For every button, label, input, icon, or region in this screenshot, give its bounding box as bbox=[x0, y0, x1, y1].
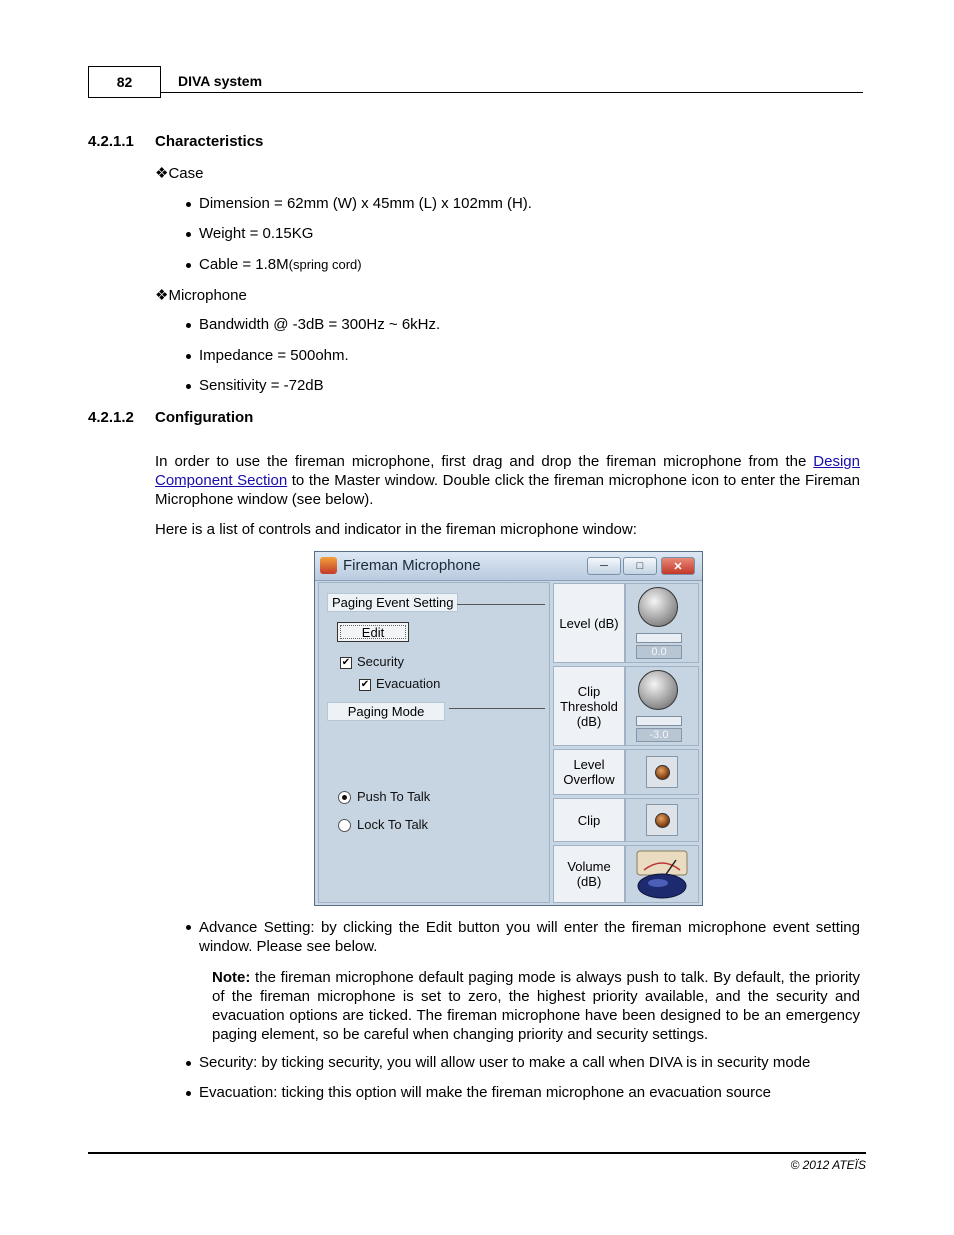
maximize-button[interactable]: □ bbox=[623, 557, 657, 575]
level-overflow-indicator bbox=[625, 749, 699, 795]
group-divider bbox=[457, 604, 545, 605]
cable-text: Cable = 1.8M bbox=[199, 256, 289, 273]
clip-threshold-control bbox=[625, 666, 699, 746]
led-frame bbox=[646, 804, 678, 836]
fireman-microphone-window bbox=[314, 551, 703, 906]
note-paragraph bbox=[212, 968, 860, 1044]
led-icon bbox=[655, 813, 670, 828]
label-line: Threshold bbox=[560, 698, 618, 714]
level-slider[interactable] bbox=[636, 633, 682, 643]
volume-label: Volume (dB) bbox=[553, 845, 625, 903]
list-item: Bandwidth @ -3dB = 300Hz ~ 6kHz. bbox=[199, 316, 441, 333]
list-item: Weight = 0.15KG bbox=[199, 225, 314, 242]
controls-intro: Here is a list of controls and indicator in the fireman microphone window: bbox=[155, 521, 637, 538]
list-item bbox=[199, 256, 362, 273]
bullet-icon bbox=[186, 1091, 191, 1096]
level-control bbox=[625, 583, 699, 663]
cable-suffix: (spring cord) bbox=[288, 257, 362, 272]
security-item: Security: by ticking security, you will allow user to make a call when DIVA is in security mode bbox=[199, 1054, 811, 1071]
header-title: DIVA system bbox=[178, 73, 263, 89]
clip-threshold-label bbox=[553, 666, 625, 746]
bullet-icon bbox=[186, 354, 191, 359]
advance-setting-item: Advance Setting: by clicking the Edit button you will enter the fireman microphone event setting window. Please see below. bbox=[199, 919, 860, 955]
group-divider bbox=[449, 708, 545, 709]
minimize-button[interactable]: ─ bbox=[587, 557, 621, 575]
section-number: 4.2.1.1 bbox=[88, 133, 134, 150]
microphone-heading: ❖Microphone bbox=[155, 287, 247, 304]
level-overflow-text bbox=[563, 757, 614, 787]
close-button[interactable]: ✕ bbox=[661, 557, 695, 575]
vu-meter-icon bbox=[636, 850, 688, 900]
app-icon bbox=[320, 557, 337, 574]
component-section-link[interactable]: Component Section bbox=[155, 472, 288, 489]
clip-threshold-text bbox=[560, 684, 618, 729]
level-knob[interactable] bbox=[638, 587, 678, 627]
push-to-talk-label: Push To Talk bbox=[357, 789, 431, 804]
label-line: Overflow bbox=[563, 772, 615, 787]
evacuation-checkbox[interactable]: ✔ bbox=[360, 679, 370, 690]
clip-indicator bbox=[625, 798, 699, 842]
clip-label: Clip bbox=[553, 798, 625, 842]
note-text: the fireman microphone default paging mode is always push to talk. By default, the priority of the fireman microphone is set to zero, the highest priority available, and the security and evacuation options are ticked. The fireman microphone have been designed to be an emergency paging element, so be careful when changing priority and security settings. bbox=[212, 969, 860, 1043]
led-icon bbox=[655, 765, 670, 780]
level-value: 0.0 bbox=[636, 645, 682, 659]
configuration-paragraph bbox=[155, 452, 860, 509]
bullet-icon bbox=[186, 263, 191, 268]
section-title: Characteristics bbox=[155, 133, 264, 150]
label-line: Level bbox=[573, 757, 605, 772]
label-line: Clip bbox=[577, 683, 601, 699]
lock-to-talk-label: Lock To Talk bbox=[357, 817, 429, 832]
footer-rule bbox=[88, 1152, 866, 1154]
section-number: 4.2.1.2 bbox=[88, 409, 134, 426]
header-rule bbox=[161, 92, 863, 93]
edit-button[interactable]: Edit bbox=[337, 622, 409, 642]
window-title: Fireman Microphone bbox=[343, 557, 481, 574]
clip-threshold-slider[interactable] bbox=[636, 716, 682, 726]
note-label: Note: bbox=[212, 969, 251, 986]
push-to-talk-radio[interactable] bbox=[338, 791, 351, 804]
list-item: Sensitivity = -72dB bbox=[199, 377, 324, 394]
page-number: 82 bbox=[88, 66, 161, 98]
paging-mode-label: Paging Mode bbox=[327, 702, 445, 721]
bullet-icon bbox=[186, 202, 191, 207]
volume-meter bbox=[625, 845, 699, 903]
bullet-icon bbox=[186, 323, 191, 328]
level-label: Level (dB) bbox=[553, 583, 625, 663]
security-label: Security bbox=[357, 654, 404, 669]
copyright: © 2012 ATEÏS bbox=[790, 1158, 866, 1172]
bullet-icon bbox=[186, 925, 191, 930]
bullet-icon bbox=[186, 1061, 191, 1066]
paragraph-text: In order to use the fireman microphone, first drag and drop the fireman microphone from the bbox=[155, 453, 814, 470]
section-title: Configuration bbox=[155, 409, 254, 426]
led-frame bbox=[646, 756, 678, 788]
label-line: (dB) bbox=[576, 713, 602, 729]
bullet-icon bbox=[186, 384, 191, 389]
design-link[interactable]: Design bbox=[813, 453, 860, 470]
bullet-icon bbox=[186, 232, 191, 237]
clip-threshold-value: -3.0 bbox=[636, 728, 682, 742]
evacuation-item: Evacuation: ticking this option will make the fireman microphone an evacuation source bbox=[199, 1084, 771, 1101]
case-heading: ❖Case bbox=[155, 165, 204, 182]
list-item: Dimension = 62mm (W) x 45mm (L) x 102mm (H). bbox=[199, 195, 532, 212]
lock-to-talk-radio[interactable] bbox=[338, 819, 351, 832]
level-overflow-label bbox=[553, 749, 625, 795]
list-item: Impedance = 500ohm. bbox=[199, 347, 349, 364]
paragraph-text: to the Master window. Double click the fireman microphone icon to enter the Fireman Microphone window (see below). bbox=[155, 472, 860, 508]
security-checkbox[interactable]: ✔ bbox=[341, 657, 351, 668]
clip-threshold-knob[interactable] bbox=[638, 670, 678, 710]
evacuation-label: Evacuation bbox=[376, 676, 441, 691]
paging-event-setting-label: Paging Event Setting bbox=[327, 593, 458, 612]
window-titlebar bbox=[315, 552, 702, 581]
settings-panel bbox=[318, 582, 550, 903]
radio-selected-dot bbox=[342, 795, 347, 800]
